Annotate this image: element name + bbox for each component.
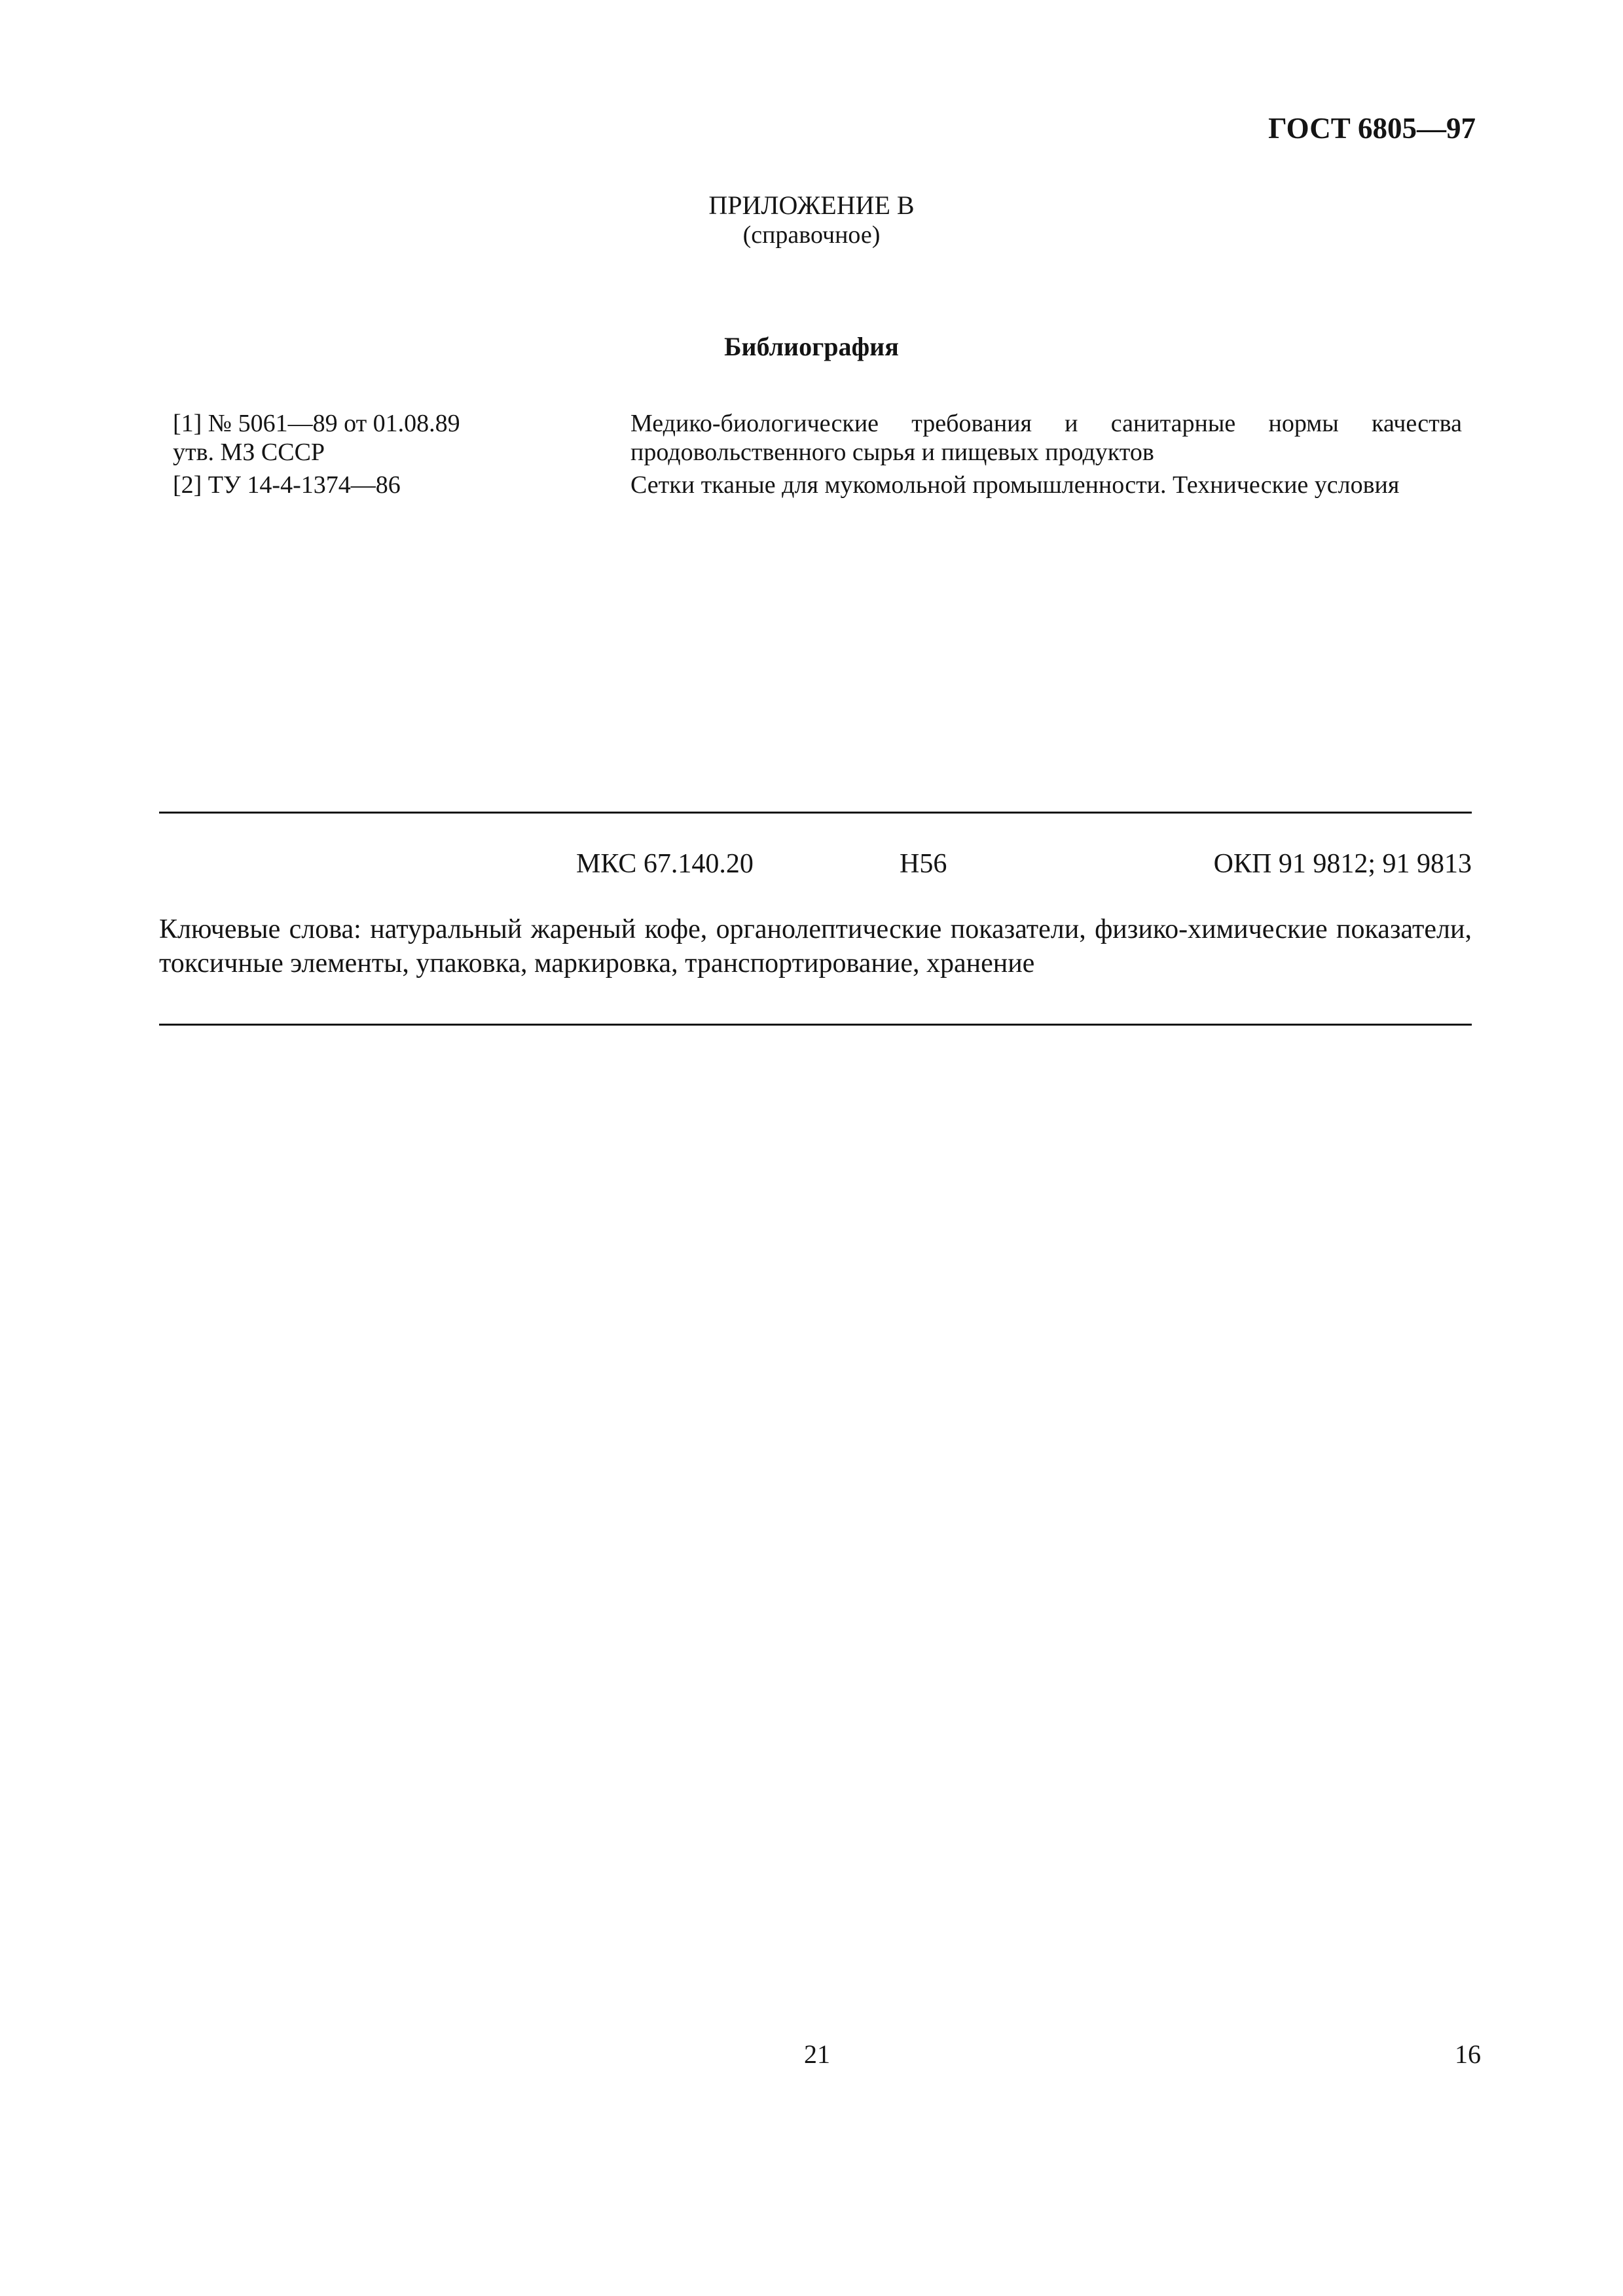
page-number-right: 16 <box>1455 2039 1481 2069</box>
appendix-subtitle: (справочное) <box>742 221 881 249</box>
bibliography-entry-1-ref-line2: утв. МЗ СССР <box>173 439 325 466</box>
bibliography-entry-2-ref-line1: [2] ТУ 14-4-1374—86 <box>173 471 401 499</box>
bibliography-entry-2-reference <box>173 471 592 499</box>
bibliography-entry-2-description: Сетки тканые для мукомольной промышленности. Технические условия <box>630 471 1400 499</box>
keywords: Ключевые слова: натуральный жареный кофе, органолептические показатели, физико-химические показатели, токсичные элементы, упаковка, маркировка, транспортирование, хранение <box>159 914 1472 978</box>
page-number-center: 21 <box>804 2039 830 2069</box>
bottom-divider <box>159 1024 1472 1026</box>
okp-code: ОКП 91 9812; 91 9813 <box>1213 849 1472 879</box>
appendix-title: ПРИЛОЖЕНИЕ В <box>708 190 915 220</box>
group-code: Н56 <box>900 849 947 879</box>
bibliography-entry-1-ref-line1: [1] № 5061—89 от 01.08.89 <box>173 410 460 437</box>
bibliography-entry-1-description: Медико-биологические требования и санитарные нормы качества продовольственного сырья и пищевых продуктов <box>630 410 1462 466</box>
standard-code: ГОСТ 6805—97 <box>1268 112 1476 145</box>
bibliography-entry-1-reference <box>173 409 592 467</box>
mks-code: МКС 67.140.20 <box>576 849 754 879</box>
bibliography-title: Библиография <box>724 332 899 361</box>
top-divider <box>159 812 1472 814</box>
